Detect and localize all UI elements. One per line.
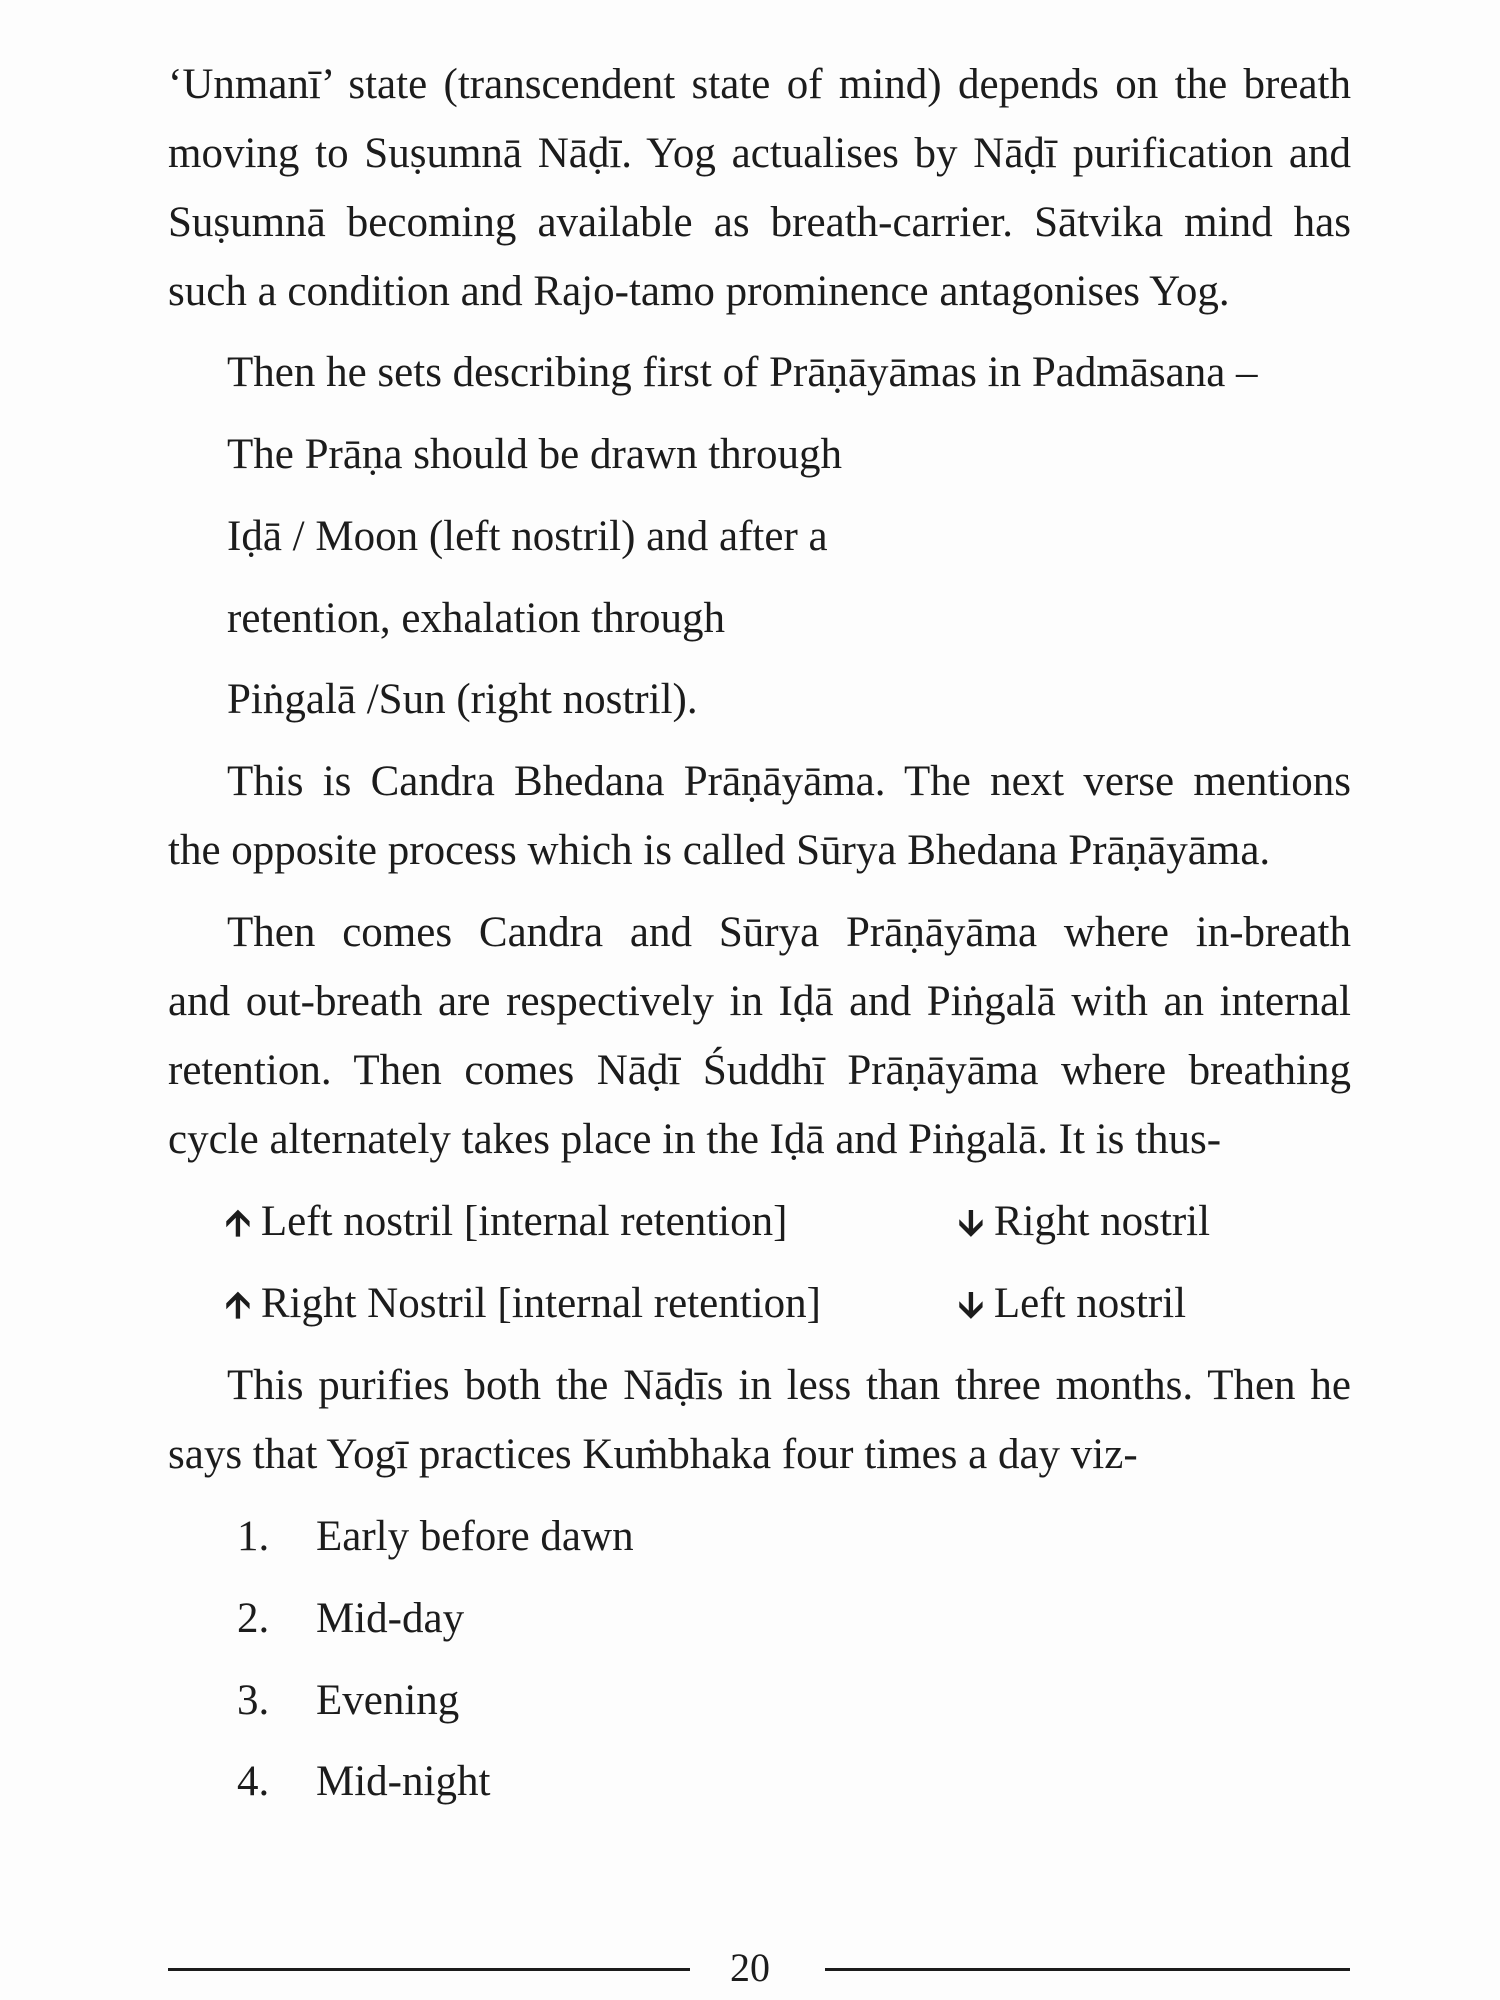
breathing-row-2-right-text: Left nostril xyxy=(993,1280,1187,1327)
list-item-3-number: 3. xyxy=(237,1677,270,1724)
breathing-row-2-exhale xyxy=(958,1279,1186,1331)
paragraph-2: Then he sets describing first of Prāṇāyāmas in Padmāsana – xyxy=(227,349,1258,396)
footer-rule-right xyxy=(825,1968,1350,1971)
verse-line-2: Iḍā / Moon (left nostril) and after a xyxy=(227,513,828,560)
breathing-row-1-right-text: Right nostril xyxy=(993,1198,1211,1245)
paragraph-4-line-1: Then comes Candra and Sūrya Prāṇāyāma where in-breath xyxy=(227,909,1351,956)
down-arrow-icon: 🡫 xyxy=(958,1203,984,1244)
paragraph-3-line-1: This is Candra Bhedana Prāṇāyāma. The next verse mentions xyxy=(227,758,1351,805)
breathing-row-1-left-text: Left nostril [internal retention] xyxy=(260,1198,788,1245)
breathing-row-2-inhale xyxy=(225,1279,821,1331)
up-arrow-icon: 🡩 xyxy=(225,1203,251,1244)
paragraph-1-line-1: ‘Unmanī’ state (transcendent state of mind) depends on the breath xyxy=(168,61,1351,108)
paragraph-5-line-2: says that Yogī practices Kuṁbhaka four times a day viz- xyxy=(168,1431,1138,1478)
paragraph-4-line-2: and out-breath are respectively in Iḍā and Piṅgalā with an internal xyxy=(168,978,1351,1025)
list-item-4-number: 4. xyxy=(237,1758,270,1805)
paragraph-1-line-3: Suṣumnā becoming available as breath-carrier. Sātvika mind has xyxy=(168,199,1351,246)
list-item-1-text: Early before dawn xyxy=(316,1513,634,1560)
list-item-2-text: Mid-day xyxy=(316,1595,465,1642)
breathing-row-1-inhale xyxy=(225,1197,787,1249)
list-item-3-text: Evening xyxy=(316,1677,460,1724)
verse-line-4: Piṅgalā /Sun (right nostril). xyxy=(227,676,698,723)
list-item-1-number: 1. xyxy=(237,1513,270,1560)
down-arrow-icon: 🡫 xyxy=(958,1285,984,1326)
page-number: 20 xyxy=(730,1945,770,1990)
verse-line-3: retention, exhalation through xyxy=(227,595,725,642)
paragraph-4-line-4: cycle alternately takes place in the Iḍā and Piṅgalā. It is thus- xyxy=(168,1116,1222,1163)
breathing-row-1-exhale xyxy=(958,1197,1210,1249)
list-item-4-text: Mid-night xyxy=(316,1758,491,1805)
paragraph-1-line-4: such a condition and Rajo-tamo prominence antagonises Yog. xyxy=(168,268,1230,315)
up-arrow-icon: 🡩 xyxy=(225,1285,251,1326)
list-item-2-number: 2. xyxy=(237,1595,270,1642)
footer-rule-left xyxy=(168,1968,690,1971)
paragraph-4-line-3: retention. Then comes Nāḍī Śuddhī Prāṇāyāma where breathing xyxy=(168,1047,1351,1094)
paragraph-5-line-1: This purifies both the Nāḍīs in less than three months. Then he xyxy=(227,1362,1351,1409)
breathing-row-2-left-text: Right Nostril [internal retention] xyxy=(260,1280,821,1327)
paragraph-3-line-2: the opposite process which is called Sūrya Bhedana Prāṇāyāma. xyxy=(168,827,1271,874)
paragraph-1-line-2: moving to Suṣumnā Nāḍī. Yog actualises by Nāḍī purification and xyxy=(168,130,1351,177)
verse-line-1: The Prāṇa should be drawn through xyxy=(227,431,842,478)
